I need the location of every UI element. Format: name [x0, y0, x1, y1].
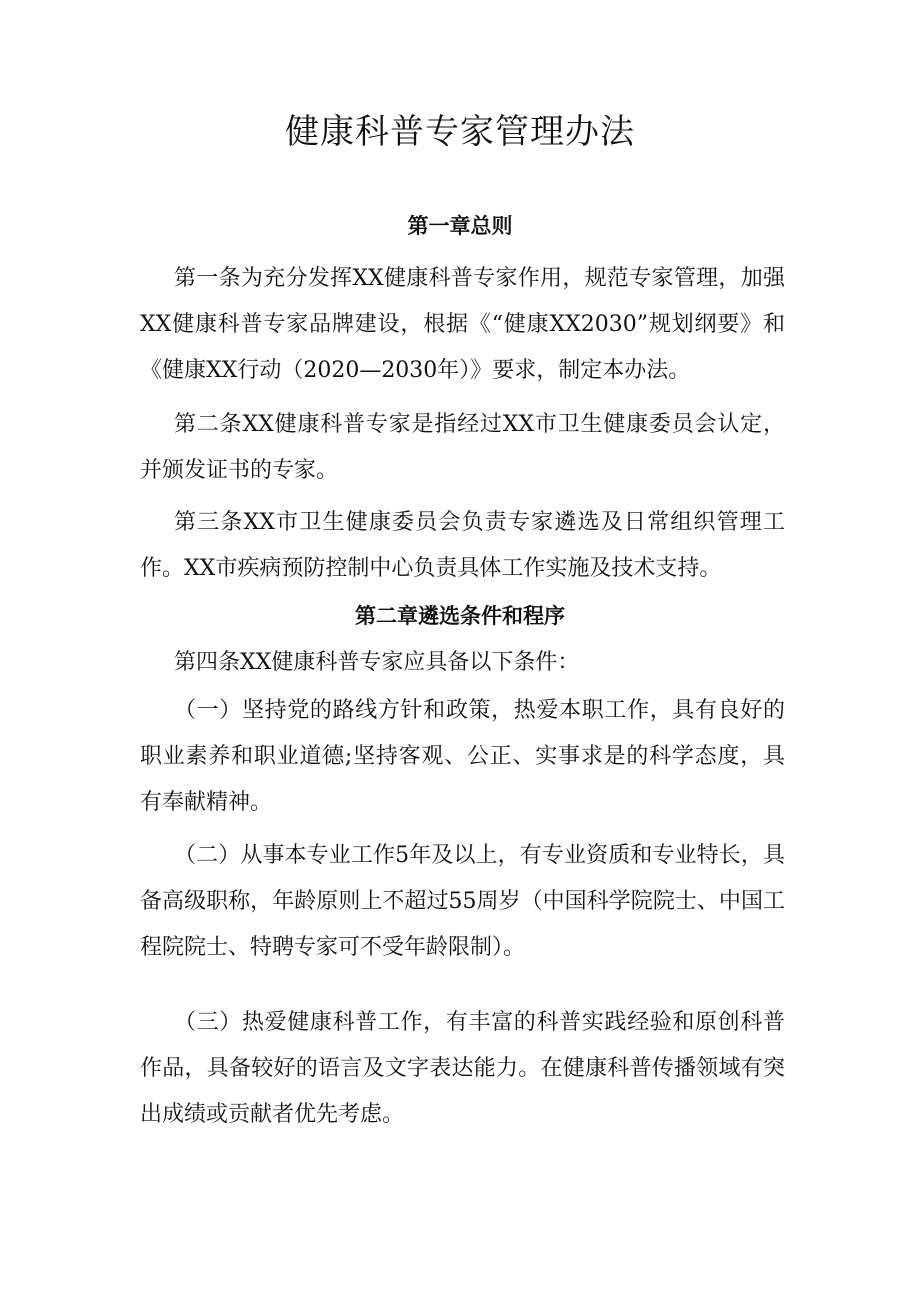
condition-2-paragraph: （二）从事本专业工作5年及以上，有专业资质和专业特长，具备高级职称，年龄原则上不超过55周岁（中国科学院院士、中国工程院院士、特聘专家可不受年龄限制）。 [140, 843, 785, 960]
article-2-paragraph: 第二条XX健康科普专家是指经过XX市卫生健康委员会认定，并颁发证书的专家。 [140, 412, 785, 483]
condition-3-paragraph: （三）热爱健康科普工作，有丰富的科普实践经验和原创科普作品，具备较好的语言及文字表达能力。在健康科普传播领域有突出成绩或贡献者优先考虑。 [140, 1010, 785, 1127]
article-1-paragraph: 第一条为充分发挥XX健康科普专家作用，规范专家管理，加强XX健康科普专家品牌建设，根据《“健康XX2030”规划纲要》和《健康XX行动（2020—2030年）》要求，制定本办法。 [140, 266, 785, 383]
document-title: 健康科普专家管理办法 [285, 112, 635, 152]
chapter-1-heading: 第一章总则 [407, 213, 513, 238]
article-3-paragraph: 第三条XX市卫生健康委员会负责专家遴选及日常组织管理工作。XX市疾病预防控制中心负责具体工作实施及技术支持。 [140, 510, 785, 581]
article-4-paragraph: 第四条XX健康科普专家应具备以下条件： [174, 650, 580, 675]
condition-1-paragraph: （一）坚持党的路线方针和政策，热爱本职工作，具有良好的职业素养和职业道德;坚持客观、公正、实事求是的科学态度，具有奉献精神。 [140, 698, 785, 815]
chapter-2-heading: 第二章遴选条件和程序 [355, 603, 565, 628]
